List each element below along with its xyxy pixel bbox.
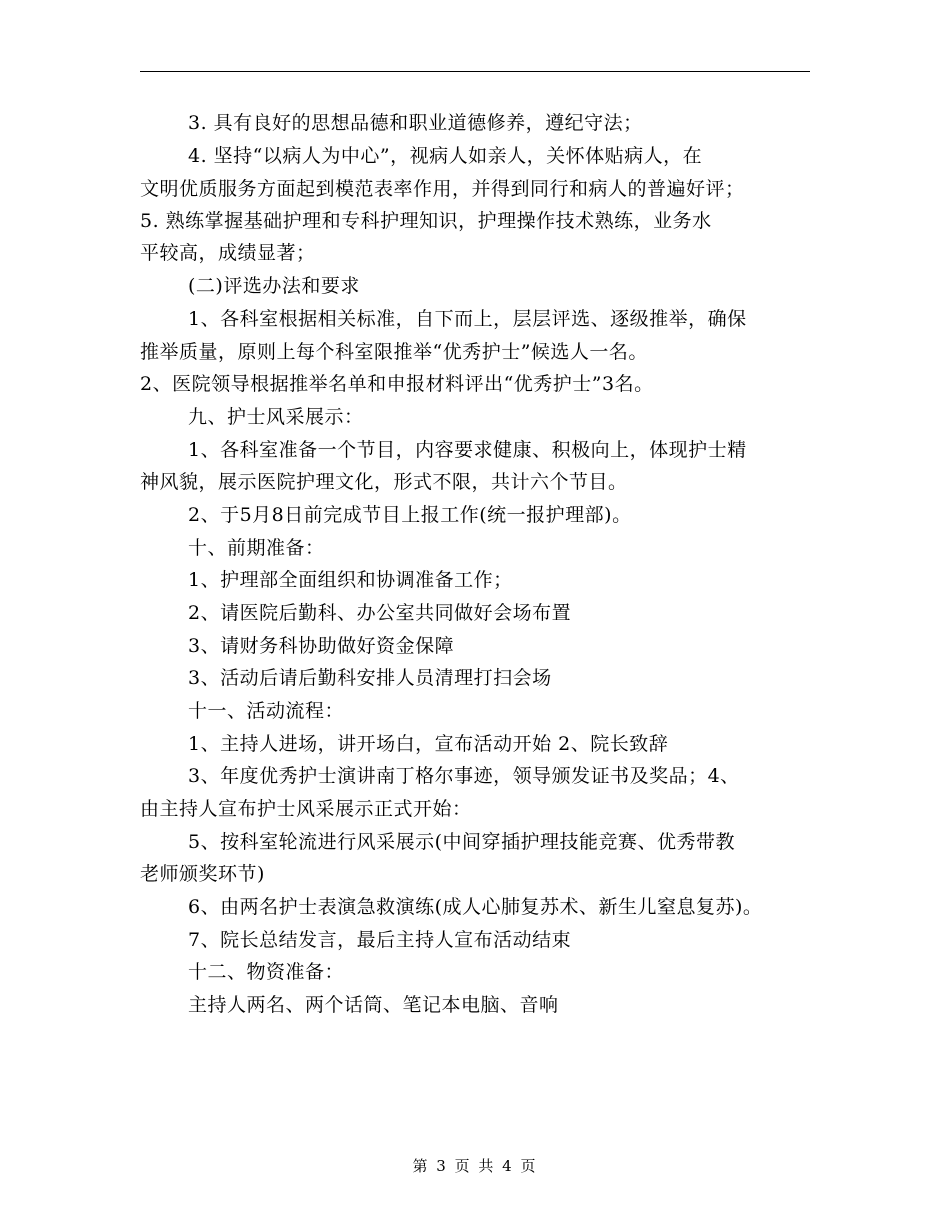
section-heading: 十二、物资准备： bbox=[188, 961, 345, 983]
text-line: 2、医院领导根据推举名单和申报材料评出“优秀护士”3名。 bbox=[140, 373, 654, 395]
text-line: 神风貌，展示医院护理文化，形式不限，共计六个节目。 bbox=[140, 471, 628, 493]
text-line: 主持人两名、两个话筒、笔记本电脑、音响 bbox=[188, 994, 559, 1016]
page-number: 第 3 页 共 4 页 bbox=[412, 1157, 538, 1175]
text-line: 1、护理部全面组织和协调准备工作； bbox=[188, 569, 513, 591]
text-line: 6、由两名护士表演急救演练(成人心肺复苏术、新生儿窒息复苏)。 bbox=[188, 896, 763, 918]
text-line: 1、各科室根据相关标准，自下而上，层层评选、逐级推举，确保 bbox=[188, 308, 747, 330]
section-heading: (二)评选办法和要求 bbox=[188, 275, 360, 297]
section-heading: 十一、活动流程： bbox=[188, 700, 345, 722]
text-line: 1、各科室准备一个节目，内容要求健康、积极向上，体现护士精 bbox=[188, 439, 747, 461]
text-line: 由主持人宣布护士风采展示正式开始： bbox=[140, 798, 472, 820]
text-line: 4. 坚持“以病人为中心”，视病人如亲人，关怀体贴病人，在 bbox=[188, 145, 703, 167]
text-line: 3、请财务科协助做好资金保障 bbox=[188, 635, 455, 657]
text-line: 1、主持人进场，讲开场白，宣布活动开始 2、院长致辞 bbox=[188, 733, 669, 755]
text-line: 2、请医院后勤科、办公室共同做好会场布置 bbox=[188, 602, 572, 624]
text-line: 5、按科室轮流进行风采展示(中间穿插护理技能竞赛、优秀带教 bbox=[188, 831, 736, 853]
text-line: 3. 具有良好的思想品德和职业道德修养，遵纪守法； bbox=[188, 112, 643, 134]
text-line: 老师颁奖环节) bbox=[140, 863, 265, 885]
text-line: 7、院长总结发言，最后主持人宣布活动结束 bbox=[188, 929, 572, 951]
text-line: 3、年度优秀护士演讲南丁格尔事迹，领导颁发证书及奖品；4、 bbox=[188, 765, 740, 787]
text-line: 5. 熟练掌握基础护理和专科护理知识，护理操作技术熟练，业务水 bbox=[140, 210, 712, 232]
text-line: 2、于5月8日前完成节目上报工作(统一报护理部)。 bbox=[188, 504, 632, 526]
text-line: 平较高，成绩显著； bbox=[140, 242, 316, 264]
text-line: 文明优质服务方面起到模范表率作用，并得到同行和病人的普遍好评； bbox=[140, 178, 745, 200]
section-heading: 十、前期准备： bbox=[188, 537, 325, 559]
section-heading: 九、护士风采展示： bbox=[188, 406, 364, 428]
text-line: 推举质量，原则上每个科室限推举“优秀护士”候选人一名。 bbox=[140, 341, 648, 363]
text-line: 3、活动后请后勤科安排人员清理打扫会场 bbox=[188, 667, 552, 689]
